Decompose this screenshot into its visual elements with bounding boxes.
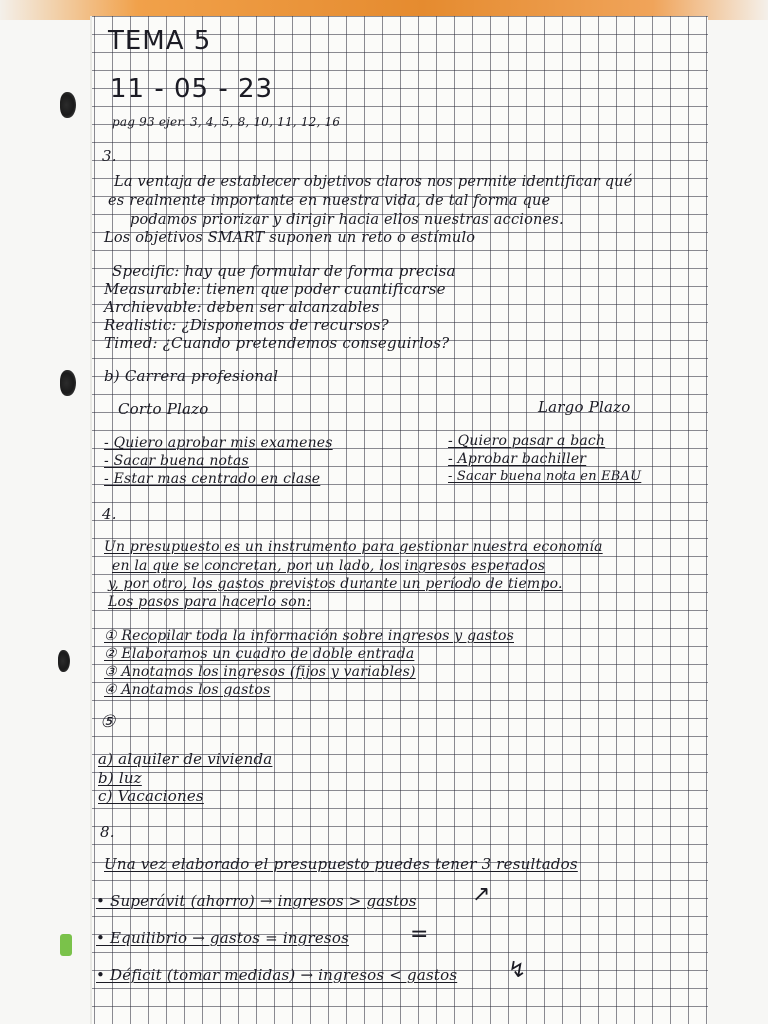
paragraph-line: es realmente importante en nuestra vida, de tal forma que [108,193,551,209]
smart-item: Measurable: tienen que poder cuantificarse [104,280,446,298]
list-item: c) Vacaciones [98,787,204,805]
step-item: ④ Anotamos los gastos [104,682,271,698]
date: 11 - 05 - 23 [110,74,274,104]
paragraph-line: y, por otro, los gastos previstos durante un período de tiempo. [108,576,563,592]
long-term-item: - Aprobar bachiller [448,451,587,467]
result-item: • Equilibrio → gastos = ingresos [96,929,349,947]
result-item: • Déficit (tomar medidas) → ingresos < gastos [96,966,458,984]
equals-mark: = [410,922,429,947]
list-item: a) alquiler de vivienda [98,750,273,768]
paragraph-line: en la que se concretan, por un lado, los ingresos esperados [112,558,546,574]
smart-item: Specific: hay que formular de forma precisa [112,262,456,280]
paragraph-line: Los objetivos SMART suponen un reto o estímulo [104,230,476,246]
step-item: ③ Anotamos los ingresos (fijos y variables) [104,664,416,680]
short-term-item: - Estar mas centrado en clase [104,471,321,487]
trend-down-mark: ↯ [508,958,527,983]
page-title: TEMA 5 [108,26,212,56]
smart-item: Realistic: ¿Disponemos de recursos? [104,316,389,334]
long-term-item: - Quiero pasar a bach [448,433,606,449]
paragraph-line: podamos priorizar y dirigir hacia ellos nuestras acciones. [130,212,564,228]
long-term-item: - Sacar buena nota en EBAU [448,469,642,484]
exercise-number: 3. [102,147,117,165]
step-item: ② Elaboramos un cuadro de doble entrada [104,646,415,662]
punch-hole [60,92,76,118]
paragraph-line: Un presupuesto es un instrumento para gestionar nuestra economía [104,539,603,555]
exercise-number: 8. [100,823,115,841]
punch-hole [60,370,76,396]
smart-item: Timed: ¿Cuando pretendemos conseguirlos? [104,334,450,352]
section-heading: b) Carrera profesional [104,367,279,385]
step-item: ① Recopilar toda la información sobre ingresos y gastos [104,628,514,644]
punch-hole [58,650,70,672]
exercise-number: ⑤ [100,712,116,732]
exercise-number: 4. [102,505,117,523]
list-item: b) luz [98,769,142,787]
result-item: • Superávit (ahorro) → ingresos > gastos [96,892,417,910]
smart-item: Archievable: deben ser alcanzables [104,298,380,316]
paragraph-line: Los pasos para hacerlo son: [108,594,311,610]
short-term-item: - Quiero aprobar mis examenes [104,435,333,451]
trend-up-mark: ↗ [472,882,491,907]
assignment-line: pag 93 ejer. 3, 4, 5, 8, 10, 11, 12, 16 [112,115,341,129]
green-tab [60,934,72,956]
column-heading-long: Largo Plazo [538,398,631,416]
paragraph-line: La ventaja de establecer objetivos claros nos permite identificar qué [114,174,633,190]
short-term-item: - Sacar buena notas [104,453,249,469]
column-heading-short: Corto Plazo [118,400,209,418]
paragraph-line: Una vez elaborado el presupuesto puedes tener 3 resultados [104,855,578,873]
